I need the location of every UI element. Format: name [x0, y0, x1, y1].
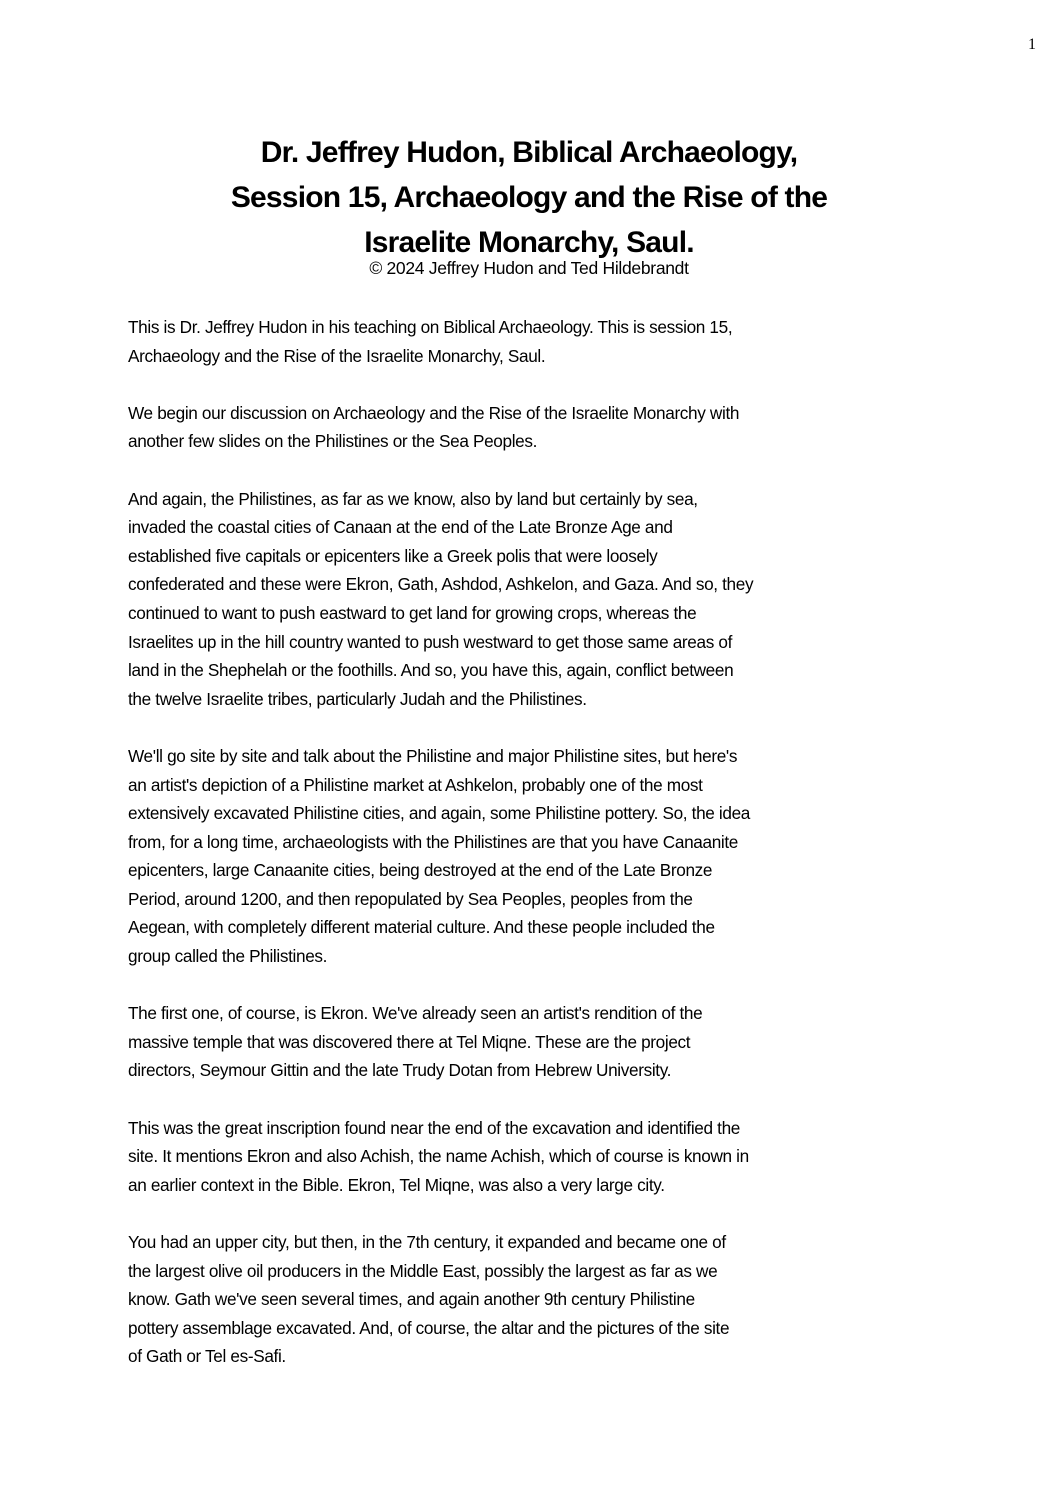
paragraph-philistines: [128, 485, 928, 714]
text-line: group called the Philistines.: [128, 946, 328, 967]
title-line: Session 15, Archaeology and the Rise of the: [230, 181, 828, 214]
paragraph-discussion-start: [128, 399, 928, 456]
text-line: continued to want to push eastward to get land for growing crops, whereas the: [128, 602, 697, 623]
title-line: Dr. Jeffrey Hudon, Biblical Archaeology,: [260, 136, 798, 169]
text-line: site. It mentions Ekron and also Achish, the name Achish, which of course is known in: [128, 1146, 749, 1167]
text-line: This is Dr. Jeffrey Hudon in his teaching on Biblical Archaeology. This is session 15,: [128, 317, 733, 337]
text-line: massive temple that was discovered there at Tel Miqne. These are the project: [128, 1031, 691, 1052]
paragraph-intro: [128, 313, 928, 370]
text-line: another few slides on the Philistines or the Sea Peoples.: [128, 431, 538, 452]
text-line: the largest olive oil producers in the Middle East, possibly the largest as far as we: [128, 1260, 718, 1281]
text-line: And again, the Philistines, as far as we know, also by land but certainly by sea,: [128, 488, 698, 509]
copyright-notice: © 2024 Jeffrey Hudon and Ted Hildebrandt: [369, 258, 689, 278]
page-number: 1: [1028, 36, 1036, 53]
text-line: of Gath or Tel es-Safi.: [128, 1346, 286, 1367]
paragraph-sites: [128, 742, 928, 971]
text-line: We'll go site by site and talk about the Philistine and major Philistine sites, but here's: [128, 745, 738, 766]
text-line: epicenters, large Canaanite cities, being destroyed at the end of the Late Bronze: [128, 860, 713, 881]
paragraph-gath: [128, 1228, 928, 1371]
text-line: know. Gath we've seen several times, and again another 9th century Philistine: [128, 1289, 695, 1310]
text-line: Israelites up in the hill country wanted to push westward to get those same areas of: [128, 631, 733, 652]
document-body: [128, 313, 928, 1400]
text-line: established five capitals or epicenters like a Greek polis that were loosely: [128, 545, 658, 566]
paragraph-inscription: [128, 1114, 928, 1200]
text-line: from, for a long time, archaeologists with the Philistines are that you have Canaanite: [128, 831, 739, 852]
text-line: invaded the coastal cities of Canaan at the end of the Late Bronze Age and: [128, 517, 673, 538]
document-title: [0, 130, 1058, 265]
text-line: directors, Seymour Gittin and the late Trudy Dotan from Hebrew University.: [128, 1060, 672, 1081]
text-line: This was the great inscription found near the end of the excavation and identified the: [128, 1117, 740, 1138]
text-line: land in the Shephelah or the foothills. And so, you have this, again, conflict between: [128, 660, 734, 681]
text-line: You had an upper city, but then, in the 7th century, it expanded and became one of: [128, 1232, 726, 1252]
text-line: an earlier context in the Bible. Ekron, Tel Miqne, was also a very large city.: [128, 1174, 665, 1195]
title-line: Israelite Monarchy, Saul.: [364, 226, 694, 259]
paragraph-ekron: [128, 999, 928, 1085]
text-line: confederated and these were Ekron, Gath, Ashdod, Ashkelon, and Gaza. And so, they: [128, 574, 754, 595]
text-line: The first one, of course, is Ekron. We've already seen an artist's rendition of the: [128, 1003, 703, 1024]
text-line: the twelve Israelite tribes, particularly Judah and the Philistines.: [128, 688, 587, 709]
text-line: extensively excavated Philistine cities, and again, some Philistine pottery. So, the idea: [128, 803, 751, 824]
text-line: Aegean, with completely different material culture. And these people included the: [128, 917, 715, 938]
text-line: an artist's depiction of a Philistine market at Ashkelon, probably one of the most: [128, 774, 703, 795]
text-line: Archaeology and the Rise of the Israelite Monarchy, Saul.: [128, 345, 546, 366]
text-line: We begin our discussion on Archaeology and the Rise of the Israelite Monarchy with: [128, 402, 740, 423]
text-line: pottery assemblage excavated. And, of course, the altar and the pictures of the site: [128, 1317, 730, 1338]
text-line: Period, around 1200, and then repopulated by Sea Peoples, peoples from the: [128, 888, 693, 909]
